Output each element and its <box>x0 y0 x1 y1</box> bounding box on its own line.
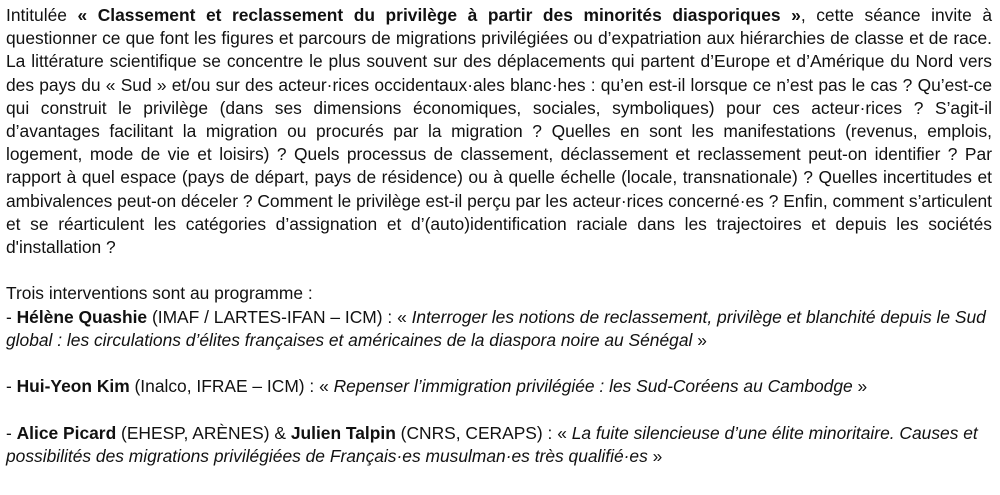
speaker-affiliation: (Inalco, IFRAE – ICM) : <box>129 376 320 397</box>
speaker-name: Hélène Quashie <box>16 306 148 327</box>
quote-close: » <box>647 445 663 466</box>
program-heading: Trois interventions sont au programme : <box>6 283 313 304</box>
quote-open: « <box>319 376 334 397</box>
list-dash: - <box>6 422 17 443</box>
talk-title: Interroger les notions de reclassement, privilège et blanchité depuis le Sud global : les circulations d’élites françaises et américaines de la diaspora noire au Sénégal <box>6 306 986 350</box>
document <box>6 4 992 468</box>
quote-close: » <box>852 376 868 397</box>
paragraph-spacer <box>6 259 992 282</box>
program-item-1 <box>6 306 992 352</box>
speaker-name-2: Julien Talpin <box>290 422 396 443</box>
list-dash: - <box>6 306 17 327</box>
session-title: « Classement et reclassement du privilège à partir des minorités diasporiques » <box>77 5 801 25</box>
program-item-2 <box>6 375 992 398</box>
speaker-affiliation: (EHESP, ARÈNES) & <box>116 422 291 443</box>
list-dash: - <box>6 376 17 397</box>
intro-body: , cette séance invite à questionner ce que font les figures et parcours de migrations privilégiées ou d’expatriation aux hiérarchies de classe et de race. La littérature scientifique se concentre le plus souvent sur des déplacements qui partent d’Europe et d’Amérique du Nord vers des pays du « Sud » et/ou sur des acteur·rices occidentaux·ales blanc·hes : qu’en est-il lorsque ce n’est pas le cas ? Qu’est-ce qui construit le privilège (dans ses dimensions économiques, sociales, symboliques) pour ces acteur·rices ? S’agit-il d’avantages facilitant la migration ou procurés par la migration ? Quelles en sont les manifestations (revenus, emplois, logement, mode de vie et loisirs) ? Quels processus de classement, déclassement et reclassement peut-on identifier ? Par rapport à quel espace (pays de départ, pays de résidence) ou à quelle échelle (locale, transnationale) ? Quelles incertitudes et ambivalences peut-on déceler ? Comment le privilège est-il perçu par les acteur·rices concerné·es ? Enfin, comment s’articulent et se réarticulent les catégories d’assignation et d’(auto)identification raciale dans les trajectoires et depuis les sociétés d'installation ? <box>6 5 992 258</box>
quote-open: « <box>557 422 572 443</box>
talk-title: La fuite silencieuse d’une élite minoritaire. Causes et possibilités des migrations privilégiées de Français·es musulman·es très qualifié·es <box>6 422 978 466</box>
speaker-name: Hui-Yeon Kim <box>16 376 130 397</box>
paragraph-spacer <box>6 352 992 375</box>
paragraph-spacer <box>6 398 992 421</box>
quote-open: « <box>397 306 412 327</box>
speaker-name: Alice Picard <box>16 422 117 443</box>
program-item-3 <box>6 422 992 468</box>
quote-close: » <box>692 329 707 350</box>
talk-title: Repenser l’immigration privilégiée : les Sud-Coréens au Cambodge <box>333 376 853 397</box>
intro-paragraph <box>6 4 992 259</box>
speaker-affiliation-2: (CNRS, CERAPS) : <box>395 422 558 443</box>
intro-prefix: Intitulée <box>6 5 78 25</box>
speaker-affiliation: (IMAF / LARTES-IFAN – ICM) : <box>147 306 398 327</box>
